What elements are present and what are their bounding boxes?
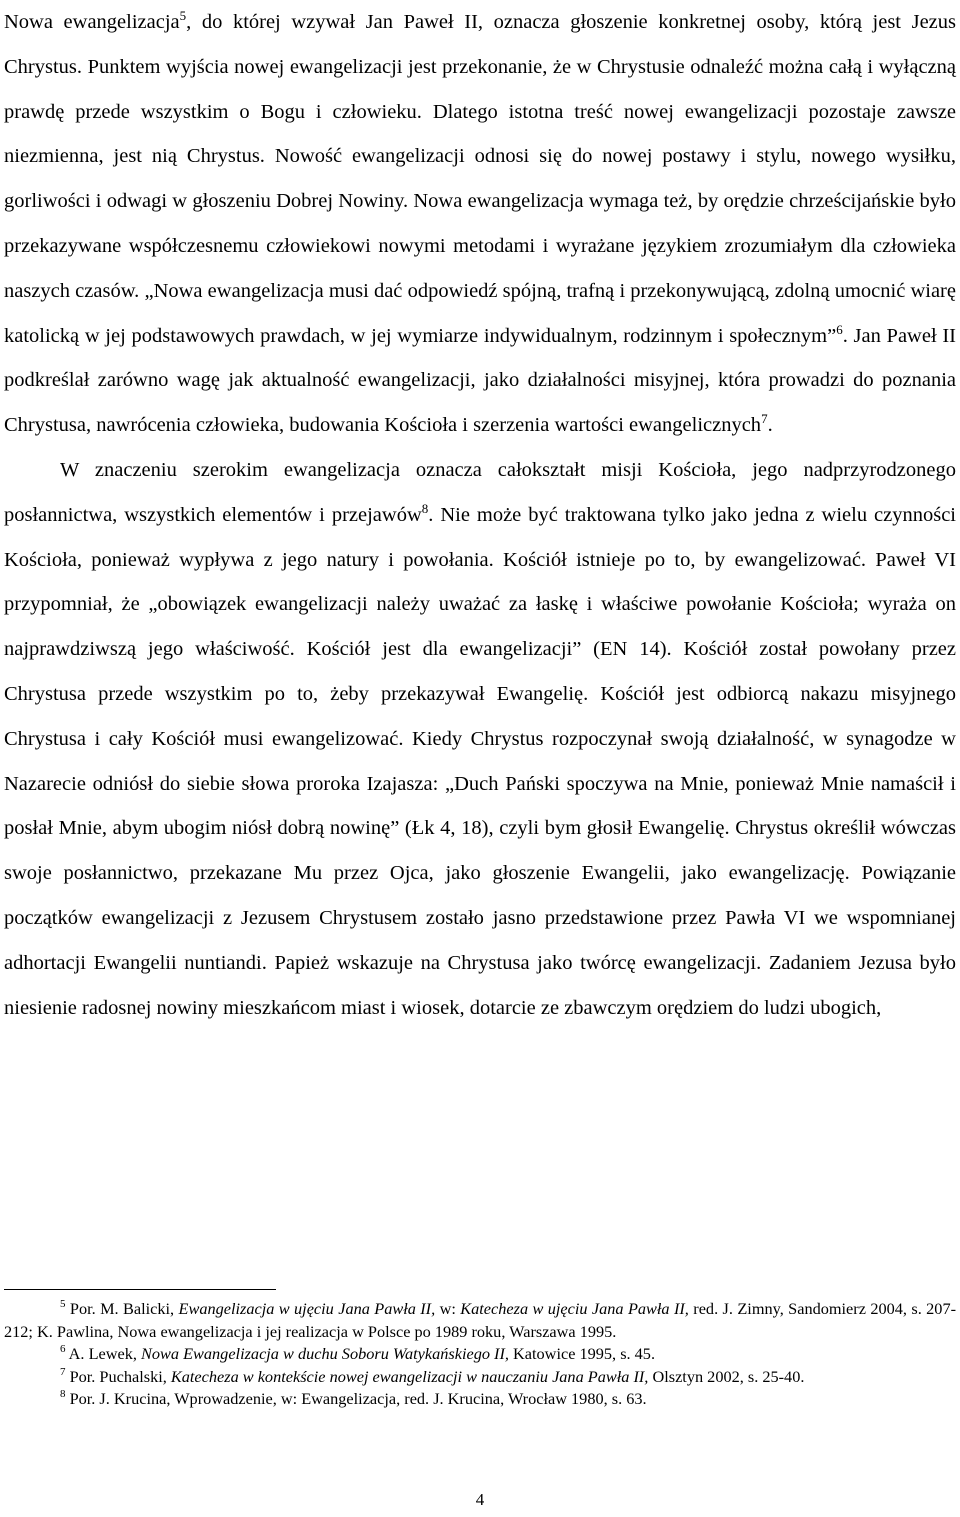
footnote-ref-8: 8 [421,500,429,516]
footnote-text: Por. J. Krucina, Wprowadzenie, w: Ewangelizacja, red. J. Krucina, Wrocław 1980, s. 63. [65,1389,647,1408]
footnote-ref-6: 6 [836,321,843,337]
footnote-number: 8 [60,1388,66,1400]
footnote-ref-7: 7 [761,411,768,427]
footnote-number: 6 [60,1343,66,1355]
paragraph-2-text-b: . Nie może być traktowana tylko jako jedna z wielu czynności Kościoła, ponieważ wypływa z jego natury i powołania. Kościół istnieje po to, by ewangelizować. Paweł VI przypomniał, że „obowiązek ewangelizacji należy uważać za łaskę i właściwe powołanie Kościoła; wyraża on najprawdziwszą jego właściwość. Kościół jest dla ewangelizacji” (EN 14). Kościół został powołany przez Chrystusa przede wszystkim po to, żeby przekazywał Ewangelię. Kościół jest odbiorcą nakazu misyjnego Chrystusa i cały Kościół musi ewangelizować. Kiedy Chrystus rozpoczynał swoją działalność, w synagodze w Nazarecie odniósł do siebie słowa proroka Izajasza: „Duch Pański spoczywa na Mnie, ponieważ Mnie namaścił i posłał Mnie, abym ubogim niósł dobrą nowinę” (Łk 4, 18), czyli bym głosił Ewangelię. Chrystus określił wówczas swoje posłannictwo, przekazane Mu przez Ojca, jako głoszenie Ewangelii, jako ewangelizację. Powiązanie początków ewangelizacji z Jezusem Chrystusem zostało jasno przedstawione przez Pawła VI we wspomnianej adhortacji Ewangelii nuntiandi. Papież wskazuje na Chrystusa jako twórcę ewangelizacji. Zadaniem Jezusa było niesienie radosnej nowiny mieszkańcom miast i wiosek, dotarcie ze zbawczym orędziem do ludzi ubogich, [4,503,957,1019]
paragraph-1-text-d: . [767,414,773,437]
footnote-5 [4,1298,956,1343]
footnote-text: Katowice 1995, s. 45. [508,1344,656,1363]
footnote-text: Olsztyn 2002, s. 25-40. [648,1366,805,1386]
paragraph-1 [4,0,956,448]
footnote-title: Nowa Ewangelizacja w duchu Soboru Watykańskiego II, [141,1344,509,1363]
footnote-7 [4,1366,956,1389]
footnotes [4,1298,956,1411]
footnote-text: red. J. Zimny, Sandomierz 2004, s. 207-212; K. Pawlina, Nowa ewangelizacja i jej realizacja w Polsce po 1989 roku, Warszawa 1995. [4,1299,957,1341]
footnote-text: Por. M. Balicki, [65,1299,179,1318]
footnote-text: w: [435,1299,461,1318]
footnote-separator [4,1289,276,1290]
footnote-text: A. Lewek, [65,1344,142,1363]
footnote-title: Katecheza w kontekście nowej ewangelizacji w nauczaniu Jana Pawła II, [170,1366,649,1386]
footnote-6 [4,1343,956,1366]
paragraph-1-text-b: , do której wzywał Jan Paweł II, oznacza głoszenie konkretnej osoby, którą jest Jezus Chrystus. Punktem wyjścia nowej ewangelizacji jest przekonanie, że w Chrystusie odnaleźć można całą i wyłączną prawdę przede wszystkim o Bogu i człowieku. Dlatego istotna treść nowej ewangelizacji pozostaje zawsze niezmienna, jest nią Chrystus. Nowość ewangelizacji odnosi się do nowej postawy i stylu, nowego wysiłku, gorliwości i odwagi w głoszeniu Dobrej Nowiny. Nowa ewangelizacja wymaga też, by orędzie chrześcijańskie było przekazywane współczesnemu człowiekowi nowymi metodami i wyrażane językiem zrozumiałym dla człowieka naszych czasów. „Nowa ewangelizacja musi dać odpowiedź spójną, trafną i przekonywującą, zdolną umocnić wiarę katolicką w jej podstawowych prawdach, w jej wymiarze indywidualnym, rodzinnym i społecznym” [4,11,956,347]
paragraph-1-text-a: Nowa ewangelizacja [4,11,180,33]
body-text [4,0,956,1030]
footnote-title: Katecheza w ujęciu Jana Pawła II, [460,1299,689,1318]
footnote-ref-5: 5 [179,8,187,23]
footnote-title: Ewangelizacja w ujęciu Jana Pawła II, [178,1299,436,1318]
paragraph-1-text-c: . Jan Paweł II podkreślał zarówno wagę jak aktualność ewangelizacji, jako działalności misyjnej, która prowadzi do poznania Chrystusa, nawrócenia człowieka, budowania Kościoła i szerzenia wartości ewangelicznych [4,324,956,437]
footnote-text: Por. Puchalski, [65,1366,171,1386]
paragraph-2 [4,448,956,1030]
page-number: 4 [475,1490,485,1509]
footnote-8 [4,1388,956,1411]
paragraph-2-text-a: W znaczeniu szerokim ewangelizacja oznacza całokształt misji Kościoła, jego nadprzyrodzonego posłannictwa, wszystkich elementów i przejawów [4,458,956,526]
footnote-number: 5 [60,1298,66,1310]
footnote-number: 7 [60,1365,66,1378]
